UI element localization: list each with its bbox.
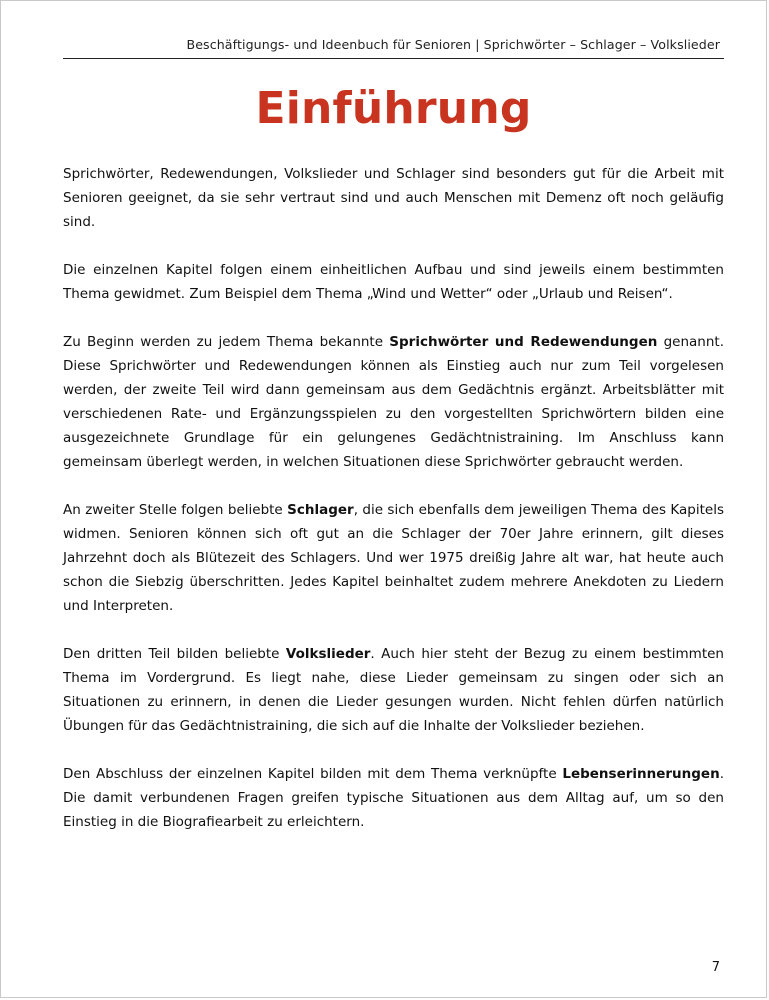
bold-term-volkslieder: Volkslieder xyxy=(285,646,371,662)
bold-term-lebenserinnerungen: Lebenserinnerungen xyxy=(562,766,720,782)
paragraph-sprichwoerter xyxy=(63,330,724,474)
paragraph-text: genannt. Diese Sprichwörter und Redewendungen können als Einstieg auch nur zum Teil vorgelesen werden, der zweite Teil wird dann gemeinsam aus dem Gedächtnis ergänzt. Arbeitsblätter mit verschiedenen Rate- und Ergänzungsspielen zu den vorgestellten Sprichwörtern bilden eine ausgezeichnete Grundlage für ein gelungenes Gedächtnistraining. Im Anschluss kann gemeinsam überlegt werden, in welchen Situationen diese Sprichwörter gebraucht werden. xyxy=(63,334,724,470)
paragraph-structure: Die einzelnen Kapitel folgen einem einheitlichen Aufbau und sind jeweils einem bestimmten Thema gewidmet. Zum Beispiel dem Thema „Wind und Wetter“ oder „Urlaub und Reisen“. xyxy=(63,262,724,302)
running-header: Beschäftigungs- und Ideenbuch für Senioren | Sprichwörter – Schlager – Volkslieder xyxy=(186,37,720,52)
page-title: Einführung xyxy=(255,83,532,134)
paragraph-text: . Auch hier steht der Bezug zu einem bestimmten Thema im Vordergrund. Es liegt nahe, diese Lieder gemeinsam zu singen oder sich an Situationen zu erinnern, in denen die Lieder gesungen wurden. Nicht fehlen dürfen natürlich Übungen für das Gedächtnistraining, die sich auf die Inhalte der Volkslieder beziehen. xyxy=(63,646,724,734)
paragraph-text: . Die damit verbundenen Fragen greifen typische Situationen aus dem Alltag auf, um so den Einstieg in die Biografiearbeit zu erleichtern. xyxy=(63,766,724,830)
bold-term-sprichwoerter: Sprichwörter und Redewendungen xyxy=(389,334,658,350)
bold-term-schlager: Schlager xyxy=(287,502,354,518)
paragraph-text: Zu Beginn werden zu jedem Thema bekannte xyxy=(63,334,390,350)
paragraph-schlager xyxy=(63,498,724,618)
paragraph-text: , die sich ebenfalls dem jeweiligen Thema des Kapitels widmen. Senioren können sich oft gut an die Schlager der 70er Jahre erinnern, gilt dieses Jahrzehnt doch als Blütezeit des Schlagers. Und wer 1975 dreißig Jahre alt war, hat heute auch schon die Siebzig überschritten. Jedes Kapitel beinhaltet zudem mehrere Anekdoten zu Liedern und Interpreten. xyxy=(63,502,724,614)
page-number: 7 xyxy=(711,960,720,975)
paragraph-text: Den Abschluss der einzelnen Kapitel bilden mit dem Thema verknüpfte xyxy=(63,766,563,782)
header-rule xyxy=(63,58,724,59)
paragraph-text: Den dritten Teil bilden beliebte xyxy=(63,646,286,662)
body-text xyxy=(63,162,724,858)
paragraph-intro: Sprichwörter, Redewendungen, Volkslieder und Schlager sind besonders gut für die Arbeit mit Senioren geeignet, da sie sehr vertraut sind und auch Menschen mit Demenz oft noch geläufig sind. xyxy=(63,166,724,230)
paragraph-volkslieder xyxy=(63,642,724,738)
paragraph-lebenserinnerungen xyxy=(63,762,724,834)
paragraph-text: An zweiter Stelle folgen beliebte xyxy=(63,502,288,518)
